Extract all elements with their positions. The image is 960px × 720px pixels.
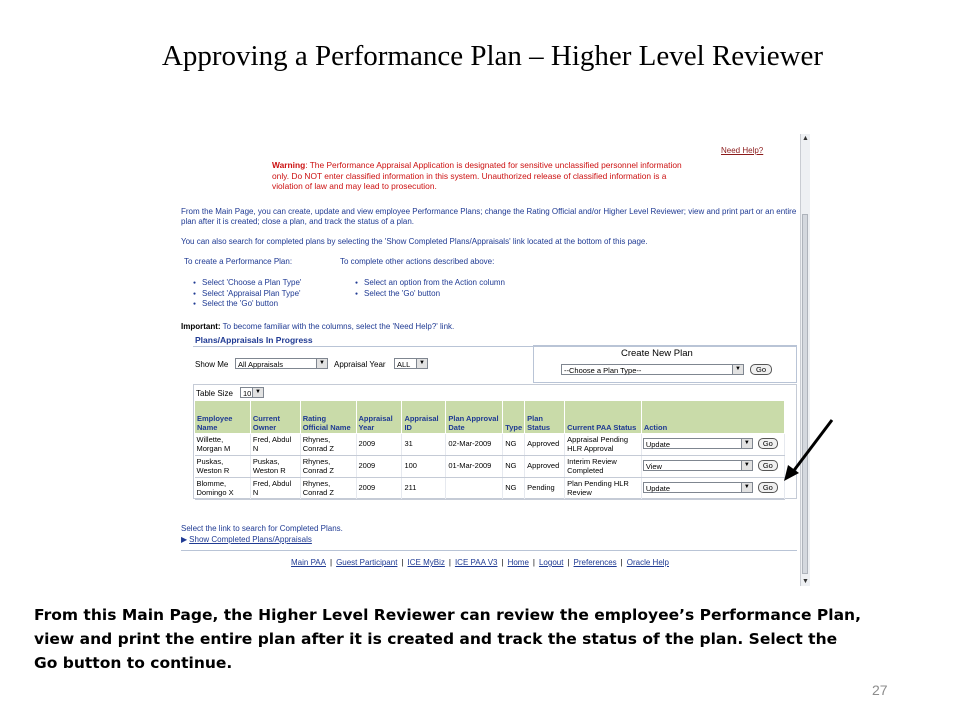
create-plan-heading: To create a Performance Plan: bbox=[184, 257, 293, 266]
need-help-link[interactable]: Need Help? bbox=[721, 146, 764, 155]
current-owner-cell: Fred, Abdul N bbox=[250, 478, 300, 500]
row-go-button[interactable]: Go bbox=[758, 438, 778, 449]
table-row bbox=[195, 434, 785, 456]
table-size-label: Table Size bbox=[196, 389, 233, 398]
list-item: ● Select an option from the Action column bbox=[355, 278, 505, 289]
action-value: Update bbox=[645, 440, 671, 449]
approval-date-cell: 01-Mar-2009 bbox=[446, 456, 503, 478]
current-owner-cell: Fred, Abdul N bbox=[250, 434, 300, 456]
chevron-down-icon: ▼ bbox=[732, 365, 743, 374]
separator: | bbox=[620, 558, 623, 567]
column-header: Appraisal ID bbox=[402, 401, 446, 434]
plan-type-value: --Choose a Plan Type-- bbox=[564, 366, 642, 375]
divider bbox=[181, 550, 797, 551]
column-header: Current Owner bbox=[250, 401, 300, 434]
type-cell: NG bbox=[503, 456, 525, 478]
show-me-label: Show Me bbox=[195, 360, 229, 369]
rating-official-cell: Rhynes, Conrad Z bbox=[300, 456, 356, 478]
vertical-scrollbar[interactable] bbox=[800, 134, 810, 586]
action-cell bbox=[641, 434, 784, 456]
column-header: Current PAA Status bbox=[565, 401, 642, 434]
appraisal-year-select[interactable] bbox=[394, 358, 428, 369]
action-select[interactable] bbox=[643, 482, 753, 493]
list-item: ● Select 'Choose a Plan Type' bbox=[193, 278, 301, 289]
appraisal-id-cell: 100 bbox=[402, 456, 446, 478]
approval-date-cell bbox=[446, 478, 503, 500]
action-value: Update bbox=[645, 484, 671, 493]
column-header: Type bbox=[503, 401, 525, 434]
chevron-down-icon: ▼ bbox=[316, 359, 327, 368]
scroll-up-icon[interactable]: ▲ bbox=[802, 135, 809, 142]
employee-name-cell: Puskas, Weston R bbox=[195, 456, 251, 478]
arrow-right-icon: ▶ bbox=[181, 535, 188, 544]
chevron-down-icon: ▼ bbox=[252, 388, 263, 397]
scroll-thumb[interactable] bbox=[802, 214, 808, 574]
separator: | bbox=[501, 558, 504, 567]
chevron-down-icon: ▼ bbox=[741, 483, 752, 492]
show-completed-label: Show Completed Plans/Appraisals bbox=[189, 535, 312, 544]
appraisal-year-cell: 2009 bbox=[356, 434, 402, 456]
footer-link-main-paa[interactable]: Main PAA bbox=[291, 558, 326, 567]
show-me-select[interactable] bbox=[235, 358, 328, 369]
current-owner-cell: Puskas, Weston R bbox=[250, 456, 300, 478]
action-cell bbox=[641, 456, 784, 478]
section-title: Plans/Appraisals In Progress bbox=[195, 335, 313, 345]
appraisal-year-value: ALL bbox=[397, 360, 411, 369]
important-note bbox=[181, 322, 454, 331]
separator: | bbox=[567, 558, 570, 567]
footer-nav bbox=[291, 558, 669, 567]
other-actions-heading: To complete other actions described above: bbox=[340, 257, 495, 266]
separator: | bbox=[401, 558, 404, 567]
employee-name-cell: Blomme, Domingo X bbox=[195, 478, 251, 500]
plan-status-cell: Approved bbox=[525, 434, 565, 456]
column-header: Plan Status bbox=[525, 401, 565, 434]
other-actions-steps bbox=[355, 278, 505, 299]
callout-arrow-icon bbox=[780, 415, 840, 485]
employee-name-cell: Willette, Morgan M bbox=[195, 434, 251, 456]
column-header: Action bbox=[641, 401, 784, 434]
type-cell: NG bbox=[503, 478, 525, 500]
intro-text: From the Main Page, you can create, update and view employee Performance Plans; change the Rating Official and/or Higher Level Reviewer; view and print part or an entire plan after it is created; close a plan, and track the status of a plan. bbox=[181, 207, 797, 226]
appraisals-table bbox=[194, 400, 785, 500]
show-completed-link[interactable] bbox=[181, 535, 312, 544]
create-plan-steps bbox=[193, 278, 301, 310]
approval-date-cell: 02-Mar-2009 bbox=[446, 434, 503, 456]
footer-link-guest-participant[interactable]: Guest Participant bbox=[336, 558, 398, 567]
footer-link-logout[interactable]: Logout bbox=[538, 558, 564, 567]
table-row bbox=[195, 478, 785, 500]
type-cell: NG bbox=[503, 434, 525, 456]
table-size-select[interactable] bbox=[240, 387, 264, 398]
plan-type-select[interactable] bbox=[561, 364, 744, 375]
separator: | bbox=[448, 558, 451, 567]
separator: | bbox=[329, 558, 333, 567]
create-new-plan-title: Create New Plan bbox=[621, 348, 693, 359]
action-cell bbox=[641, 478, 784, 500]
appraisal-year-cell: 2009 bbox=[356, 478, 402, 500]
table-size-value: 10 bbox=[243, 389, 252, 398]
scroll-down-icon[interactable]: ▼ bbox=[802, 578, 809, 585]
appraisal-year-label: Appraisal Year bbox=[334, 360, 386, 369]
action-select[interactable] bbox=[643, 460, 753, 471]
appraisal-year-cell: 2009 bbox=[356, 456, 402, 478]
footer-link-preferences[interactable]: Preferences bbox=[573, 558, 617, 567]
show-me-value: All Appraisals bbox=[238, 360, 284, 369]
plan-status-cell: Approved bbox=[525, 456, 565, 478]
paa-status-cell: Interim Review Completed bbox=[565, 456, 642, 478]
appraisal-id-cell: 211 bbox=[402, 478, 446, 500]
important-label: Important: bbox=[181, 322, 221, 331]
column-header: Plan Approval Date bbox=[446, 401, 503, 434]
action-select[interactable] bbox=[643, 438, 753, 449]
slide-title: Approving a Performance Plan – Higher Level Reviewer bbox=[161, 40, 824, 72]
app-screenshot bbox=[175, 134, 809, 586]
row-go-button[interactable]: Go bbox=[758, 460, 778, 471]
warning-text: : The Performance Appraisal Application is designated for sensitive unclassified personnel information only. Do NOT enter classified information in this system. Unauthorized release of classified information is a violation of law and may lead to prosecution. bbox=[272, 160, 682, 191]
column-header: Rating Official Name bbox=[300, 401, 356, 434]
rating-official-cell: Rhynes, Conrad Z bbox=[300, 478, 356, 500]
chevron-down-icon: ▼ bbox=[741, 439, 752, 448]
list-item: ● Select the 'Go' button bbox=[355, 289, 505, 300]
create-plan-go-button[interactable]: Go bbox=[750, 364, 772, 375]
column-header: Employee Name bbox=[195, 401, 251, 434]
list-item: ● Select 'Appraisal Plan Type' bbox=[193, 289, 301, 300]
list-item: ● Select the 'Go' button bbox=[193, 299, 301, 310]
warning-label: Warning bbox=[272, 160, 306, 170]
intro-search-text: You can also search for completed plans by selecting the 'Show Completed Plans/Appraisals' link located at the bottom of this page. bbox=[181, 237, 648, 246]
slide-caption: From this Main Page, the Higher Level Reviewer can review the employee’s Performance Plan, view and print the entire plan after it is created and track the status of the plan. Select the Go button to continue. bbox=[34, 606, 861, 672]
chevron-down-icon: ▼ bbox=[741, 461, 752, 470]
paa-status-cell: Appraisal Pending HLR Approval bbox=[565, 434, 642, 456]
row-go-button[interactable]: Go bbox=[758, 482, 778, 493]
important-text: To become familiar with the columns, select the 'Need Help?' link. bbox=[220, 322, 455, 331]
action-value: View bbox=[645, 462, 662, 471]
search-note: Select the link to search for Completed Plans. bbox=[181, 524, 343, 533]
footer-link-oracle-help[interactable]: Oracle Help bbox=[626, 558, 669, 567]
footer-link-home[interactable]: Home bbox=[507, 558, 529, 567]
plan-status-cell: Pending bbox=[525, 478, 565, 500]
footer-link-ice-mybiz[interactable]: ICE MyBiz bbox=[407, 558, 445, 567]
rating-official-cell: Rhynes, Conrad Z bbox=[300, 434, 356, 456]
separator: | bbox=[532, 558, 535, 567]
paa-status-cell: Plan Pending HLR Review bbox=[565, 478, 642, 500]
column-header: Appraisal Year bbox=[356, 401, 402, 434]
table-row bbox=[195, 456, 785, 478]
chevron-down-icon: ▼ bbox=[416, 359, 427, 368]
table-header-row bbox=[195, 401, 785, 434]
warning-message bbox=[272, 160, 692, 192]
appraisal-id-cell: 31 bbox=[402, 434, 446, 456]
page-number: 27 bbox=[872, 682, 888, 698]
footer-link-ice-paa-v3[interactable]: ICE PAA V3 bbox=[454, 558, 498, 567]
